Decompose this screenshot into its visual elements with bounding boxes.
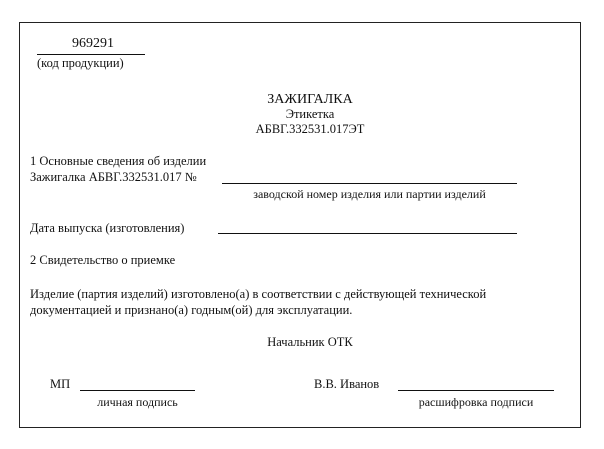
product-code-value: 969291 — [72, 36, 114, 51]
personal-signature-line[interactable] — [80, 390, 195, 391]
section1-heading: 1 Основные сведения об изделии — [30, 154, 207, 168]
document-number: АБВГ.332531.017ЭТ — [255, 122, 365, 136]
acceptance-statement-line1: Изделие (партия изделий) изготовлено(а) в соответствии с действующей технической — [30, 287, 487, 301]
product-code-caption: (код продукции) — [37, 56, 124, 70]
release-date-label: Дата выпуска (изготовления) — [30, 221, 185, 235]
product-code-underline — [37, 54, 145, 55]
signature-transcript-caption: расшифровка подписи — [418, 395, 534, 409]
signature-transcript-line[interactable] — [398, 390, 554, 391]
document-subtitle: Этикетка — [285, 107, 335, 121]
item-label: Зажигалка АБВГ.332531.017 № — [30, 170, 197, 184]
release-date-line[interactable] — [218, 233, 517, 234]
signer-name: В.В. Иванов — [314, 377, 380, 391]
acceptance-statement-line2: документацией и признано(а) годным(ой) для эксплуатации. — [30, 303, 353, 317]
stamp-label: МП — [50, 377, 71, 391]
chief-title: Начальник ОТК — [267, 335, 353, 349]
section2-heading: 2 Свидетельство о приемке — [30, 253, 176, 267]
serial-number-caption: заводской номер изделия или партии изделий — [253, 187, 486, 201]
personal-signature-caption: личная подпись — [97, 395, 178, 409]
serial-number-line[interactable] — [222, 183, 517, 184]
document-title: ЗАЖИГАЛКА — [267, 92, 353, 107]
